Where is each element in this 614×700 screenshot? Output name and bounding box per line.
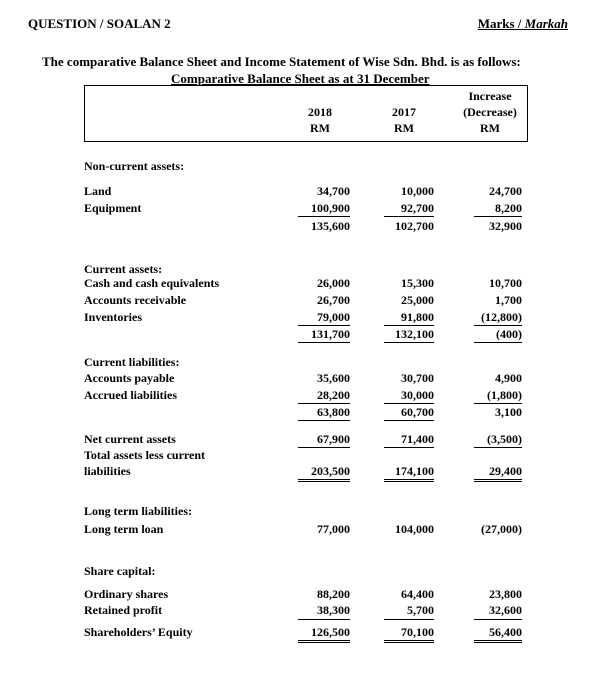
ap-change: 4,900: [495, 371, 522, 385]
row-net-current-assets-label: Net current assets: [84, 432, 176, 446]
row-ar-label: Accounts receivable: [84, 293, 187, 307]
col-2017-header: [374, 104, 434, 136]
underline: [384, 619, 434, 620]
question-title: QUESTION / SOALAN 2: [28, 16, 171, 31]
net-ca-change: (3,500): [487, 432, 522, 446]
cash-2017: 15,300: [401, 276, 434, 290]
double-underline: [298, 640, 350, 643]
col-2018-unit: RM: [310, 121, 330, 135]
col-2017-unit: RM: [394, 121, 414, 135]
cash-change: 10,700: [489, 276, 522, 290]
row-loan-label: Long term loan: [84, 522, 164, 536]
underline: [384, 325, 434, 326]
section-current-assets: Current assets:: [84, 262, 163, 276]
tal-2018: 203,500: [311, 464, 350, 478]
section-current-liabilities: Current liabilities:: [84, 355, 180, 369]
double-underline: [384, 640, 434, 643]
ap-2017: 30,700: [401, 371, 434, 385]
row-accrued-label: Accrued liabilities: [84, 388, 177, 402]
double-underline: [474, 640, 522, 643]
land-2017: 10,000: [401, 184, 434, 198]
ar-2017: 25,000: [401, 293, 434, 307]
statement-subtitle: Comparative Balance Sheet as at 31 December: [171, 71, 430, 86]
ap-2018: 35,600: [317, 371, 350, 385]
inv-change: (12,800): [481, 310, 522, 324]
row-ap-label: Accounts payable: [84, 371, 175, 385]
row-retained-profit-label: Retained profit: [84, 603, 163, 617]
row-ordinary-shares-label: Ordinary shares: [84, 587, 169, 601]
double-underline: [384, 479, 434, 482]
net-ca-2018: 67,900: [317, 432, 350, 446]
cl-total-2017: 60,700: [401, 405, 434, 419]
equity-2018: 126,500: [311, 625, 350, 639]
row-total-assets-label-2: liabilities: [84, 464, 131, 478]
underline: [474, 325, 522, 326]
underline: [384, 447, 434, 448]
underline: [384, 420, 434, 421]
land-2018: 34,700: [317, 184, 350, 198]
row-land-label: Land: [84, 184, 112, 198]
loan-2017: 104,000: [395, 522, 434, 536]
equipment-2017: 92,700: [401, 201, 434, 215]
col-2017-year: 2017: [392, 105, 416, 119]
equipment-change: 8,200: [495, 201, 522, 215]
cash-2018: 26,000: [317, 276, 350, 290]
tal-2017: 174,100: [395, 464, 434, 478]
ca-total-2017: 132,100: [395, 327, 434, 341]
inv-2017: 91,800: [401, 310, 434, 324]
ord-change: 23,800: [489, 587, 522, 601]
equity-2017: 70,100: [401, 625, 434, 639]
net-ca-2017: 71,400: [401, 432, 434, 446]
loan-2018: 77,000: [317, 522, 350, 536]
nca-total-change: 32,900: [489, 219, 522, 233]
rp-change: 32,600: [489, 603, 522, 617]
col-2018-year: 2018: [308, 105, 332, 119]
col-2018-header: [290, 104, 350, 136]
tal-change: 29,400: [489, 464, 522, 478]
inv-2018: 79,000: [317, 310, 350, 324]
underline: [298, 619, 350, 620]
section-share-capital: Share capital:: [84, 564, 156, 578]
section-long-term-liabilities: Long term liabilities:: [84, 504, 192, 518]
underline: [474, 447, 522, 448]
underline: [384, 216, 434, 217]
underline: [298, 342, 350, 343]
equity-change: 56,400: [489, 625, 522, 639]
row-inventories-label: Inventories: [84, 310, 142, 324]
land-change: 24,700: [489, 184, 522, 198]
underline: [474, 216, 522, 217]
row-equipment-label: Equipment: [84, 201, 142, 215]
ca-total-2018: 131,700: [311, 327, 350, 341]
underline: [298, 325, 350, 326]
accrued-2018: 28,200: [317, 388, 350, 402]
underline: [298, 447, 350, 448]
ord-2017: 64,400: [401, 587, 434, 601]
ord-2018: 88,200: [317, 587, 350, 601]
cl-total-2018: 63,800: [317, 405, 350, 419]
accrued-change: (1,800): [487, 388, 522, 402]
loan-change: (27,000): [481, 522, 522, 536]
equipment-2018: 100,900: [311, 201, 350, 215]
section-noncurrent-assets: Non-current assets:: [84, 159, 185, 173]
marks-label: [478, 16, 568, 32]
ar-change: 1,700: [495, 293, 522, 307]
col-change-unit: RM: [480, 121, 500, 135]
underline: [474, 403, 522, 404]
rp-2017: 5,700: [407, 603, 434, 617]
intro-text: The comparative Balance Sheet and Income Statement of Wise Sdn. Bhd. is as follows:: [42, 54, 521, 69]
underline: [298, 403, 350, 404]
row-cash-label: Cash and cash equivalents: [84, 276, 220, 290]
row-equity-label: Shareholders’ Equity: [84, 625, 193, 639]
marks-ms: Markah: [524, 16, 568, 31]
col-change-header: [452, 88, 528, 136]
ar-2018: 26,700: [317, 293, 350, 307]
underline: [384, 342, 434, 343]
underline: [384, 403, 434, 404]
row-total-assets-label-1: Total assets less current: [84, 448, 205, 462]
marks-en: Marks /: [477, 16, 525, 31]
col-change-line2: (Decrease): [463, 105, 517, 119]
ca-total-change: (400): [496, 327, 522, 341]
underline: [474, 619, 522, 620]
underline: [298, 420, 350, 421]
underline: [474, 342, 522, 343]
col-change-line1: Increase: [468, 89, 512, 103]
nca-total-2017: 102,700: [395, 219, 434, 233]
double-underline: [298, 479, 350, 482]
underline: [298, 216, 350, 217]
double-underline: [474, 479, 522, 482]
cl-total-change: 3,100: [495, 405, 522, 419]
accrued-2017: 30,000: [401, 388, 434, 402]
nca-total-2018: 135,600: [311, 219, 350, 233]
rp-2018: 38,300: [317, 603, 350, 617]
